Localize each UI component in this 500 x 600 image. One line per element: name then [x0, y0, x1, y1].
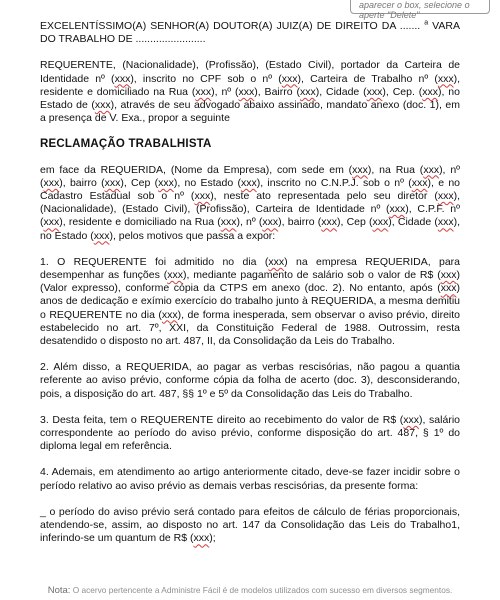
paragraph-item: _ o período do aviso prévio será contado para efeitos de cálculo de férias proporcionais, atendendo-se, assim, ao disposto no art. 147 da Consolidação das Leis do Trabalho1, inferindo-se um quantum de R$ (xxx);	[40, 505, 460, 545]
petition-document	[40, 20, 460, 559]
tooltip-box	[350, 0, 490, 20]
ordinal-superscript: a	[424, 19, 429, 27]
footer-note	[0, 585, 500, 596]
paragraph-defendant: em face da REQUERIDA, (Nome da Empresa), com sede em (xxx), na Rua (xxx), nº (xxx), bairro (xxx), Cep (xxx), no Estado (xxx), inscrito no C.N.P.J. sob o nº (xxx), e no Cadastro Estadual sob o nº (xxx), neste ato representada pelo seu diretor (xxx), (Nacionalidade), (Estado Civil), (Profissão), Carteira de Identidade nº (xxx), C.P.F. nº (xxx), residente e domiciliado na Rua (xxx), nº (xxx), bairro (xxx), Cep (xxx), Cidade (xxx), no Estado (xxx), pelos motivos que passa a expor:	[40, 163, 461, 242]
footer-note-text: O acervo pertencente a Administre Fácil é de modelos utilizados com sucesso em diversos segmentos.	[70, 585, 453, 595]
document-title: RECLAMAÇÃO TRABALHISTA	[40, 138, 212, 151]
paragraph-4: 4. Ademais, em atendimento ao artigo anteriormente citado, deve-se fazer incidir sobre o período relativo ao aviso prévio as demais verbas rescisórias, da presente forma:	[40, 466, 460, 492]
paragraph-1: 1. O REQUERENTE foi admitido no dia (xxx) na empresa REQUERIDA, para desempenhar as funções (xxx), mediante pagamento de salário sob o valor de R$ (xxx) (Valor expresso), conforme cópia da CTPS em anexo (doc. 2). No entanto, após (xxx) anos de dedicação e exímio exercício do trabalho junto à REQUERIDA, a mesma demitiu o REQUERENTE no dia (xxx), de forma inesperada, sem observar o aviso prévio, direito estabelecido no art. 7º, XXI, da Constituição Federal de 1988. Outrossim, resta desatendido o disposto no art. 487, II, da Consolidação da Leis do Trabalho.	[40, 255, 460, 348]
paragraph-2: 2. Além disso, a REQUERIDA, ao pagar as verbas rescisórias, não pagou a quantia referente ao aviso prévio, conforme cópia da folha de acerto (doc. 3), desconsiderando, pois, a disposição do art. 487, §§ 1º e 5º da Consolidação das Leis do Trabalho.	[40, 361, 460, 400]
tooltip-line-2: aperte "Delete"	[359, 10, 420, 20]
court-address: EXCELENTÍSSIMO(A) SENHOR(A) DOUTOR(A) JUIZ(A) DE DIREITO DA ....... $^a$ VARA DO TRABALHO DE ........................	[40, 19, 460, 46]
paragraph-qualification: REQUERENTE, (Nacionalidade), (Profissão), (Estado Civil), portador da Carteira de Identidade nº (xxx), inscrito no CPF sob o nº (xxx), Carteira de Trabalho nº (xxx), residente e domiciliado na Rua (xxx), nº (xxx), Bairro (xxx), Cidade (xxx), Cep. (xxx), no Estado de (xxx), através de seu advogado abaixo assinado, mandato anexo (doc. 1), em a presença de V. Exa., propor a seguinte	[40, 59, 461, 125]
tooltip-line-1: aparecer o box, selecione o	[359, 0, 470, 10]
footer-note-label: Nota:	[47, 585, 71, 596]
paragraph-3: 3. Desta feita, tem o REQUERENTE direito ao recebimento do valor de R$ (xxx), salário correspondente ao período do aviso prévio, conforme disposição do art. 487, § 1º do diploma legal em referência.	[40, 413, 460, 453]
